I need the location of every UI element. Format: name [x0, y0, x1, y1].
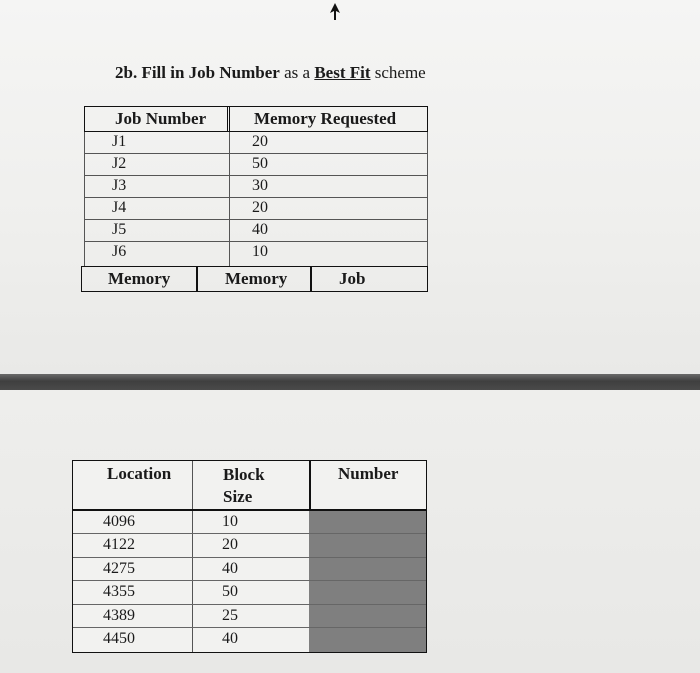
footer-label: Memory	[225, 269, 288, 288]
job-cell: J1	[112, 133, 127, 150]
header-label: Memory Requested	[254, 109, 397, 128]
location-cell: 4122	[103, 536, 135, 553]
jobs-header-memory-requested	[227, 106, 428, 132]
job-cell: J6	[112, 243, 127, 260]
table-row	[73, 558, 426, 582]
location-cell: 4389	[103, 606, 135, 624]
table-row	[84, 132, 428, 154]
block-size-cell: 40	[222, 559, 238, 577]
header-location: Location	[107, 464, 172, 483]
job-cell: J3	[112, 177, 127, 194]
job-cell: J5	[112, 221, 127, 238]
table-row	[73, 534, 426, 558]
footer-divider	[196, 267, 198, 291]
heading-suffix: scheme	[370, 63, 426, 82]
location-cell: 4275	[103, 559, 135, 577]
memory-cell: 40	[252, 221, 268, 238]
footer-label: Job	[339, 269, 366, 288]
jobs-header-job-number	[84, 106, 230, 132]
memory-blocks-table	[72, 460, 427, 653]
location-cell: 4450	[103, 630, 135, 647]
memory-cell: 30	[252, 177, 268, 194]
table-row	[73, 511, 426, 535]
memory-cell: 10	[252, 243, 268, 260]
block-size-cell: 10	[222, 512, 238, 530]
memory-cell: 20	[252, 199, 268, 216]
table-row	[73, 581, 426, 605]
block-size-cell: 50	[222, 583, 238, 600]
job-cell: J4	[112, 199, 127, 216]
table-row	[84, 242, 428, 264]
heading-prefix: 2b. Fill in Job Number	[115, 63, 280, 82]
location-cell: 4096	[103, 512, 135, 530]
table-row	[73, 605, 426, 629]
heading-middle: as a	[279, 63, 315, 82]
location-cell: 4355	[103, 583, 135, 600]
block-size-cell: 25	[222, 606, 238, 624]
jobs-table	[84, 106, 428, 292]
question-heading	[115, 63, 426, 83]
mouse-pointer-icon	[327, 2, 343, 22]
job-number-answer-cell[interactable]	[309, 605, 426, 628]
header-job-number: Number	[338, 464, 399, 483]
memory-cell: 20	[252, 133, 268, 150]
table-row	[84, 154, 428, 176]
block-size-cell: 40	[222, 630, 238, 647]
job-cell: J2	[112, 155, 127, 172]
job-number-answer-cell[interactable]	[309, 511, 426, 534]
header-label: Job Number	[115, 109, 207, 128]
job-number-answer-cell[interactable]	[309, 558, 426, 581]
table-row	[84, 198, 428, 220]
footer-divider	[310, 267, 312, 291]
jobs-table-footer	[81, 266, 428, 292]
job-number-answer-cell[interactable]	[309, 534, 426, 557]
job-number-answer-cell[interactable]	[309, 628, 426, 652]
header-block-size: Block Size	[223, 465, 265, 506]
footer-label: Memory	[108, 269, 171, 288]
heading-scheme-name: Best Fit	[314, 63, 371, 82]
table-row	[84, 220, 428, 242]
memory-cell: 50	[252, 155, 268, 172]
job-number-answer-cell[interactable]	[309, 581, 426, 604]
table-row	[73, 628, 426, 652]
block-size-cell: 20	[222, 536, 238, 553]
page-divider-band	[0, 374, 700, 390]
table-row	[84, 176, 428, 198]
